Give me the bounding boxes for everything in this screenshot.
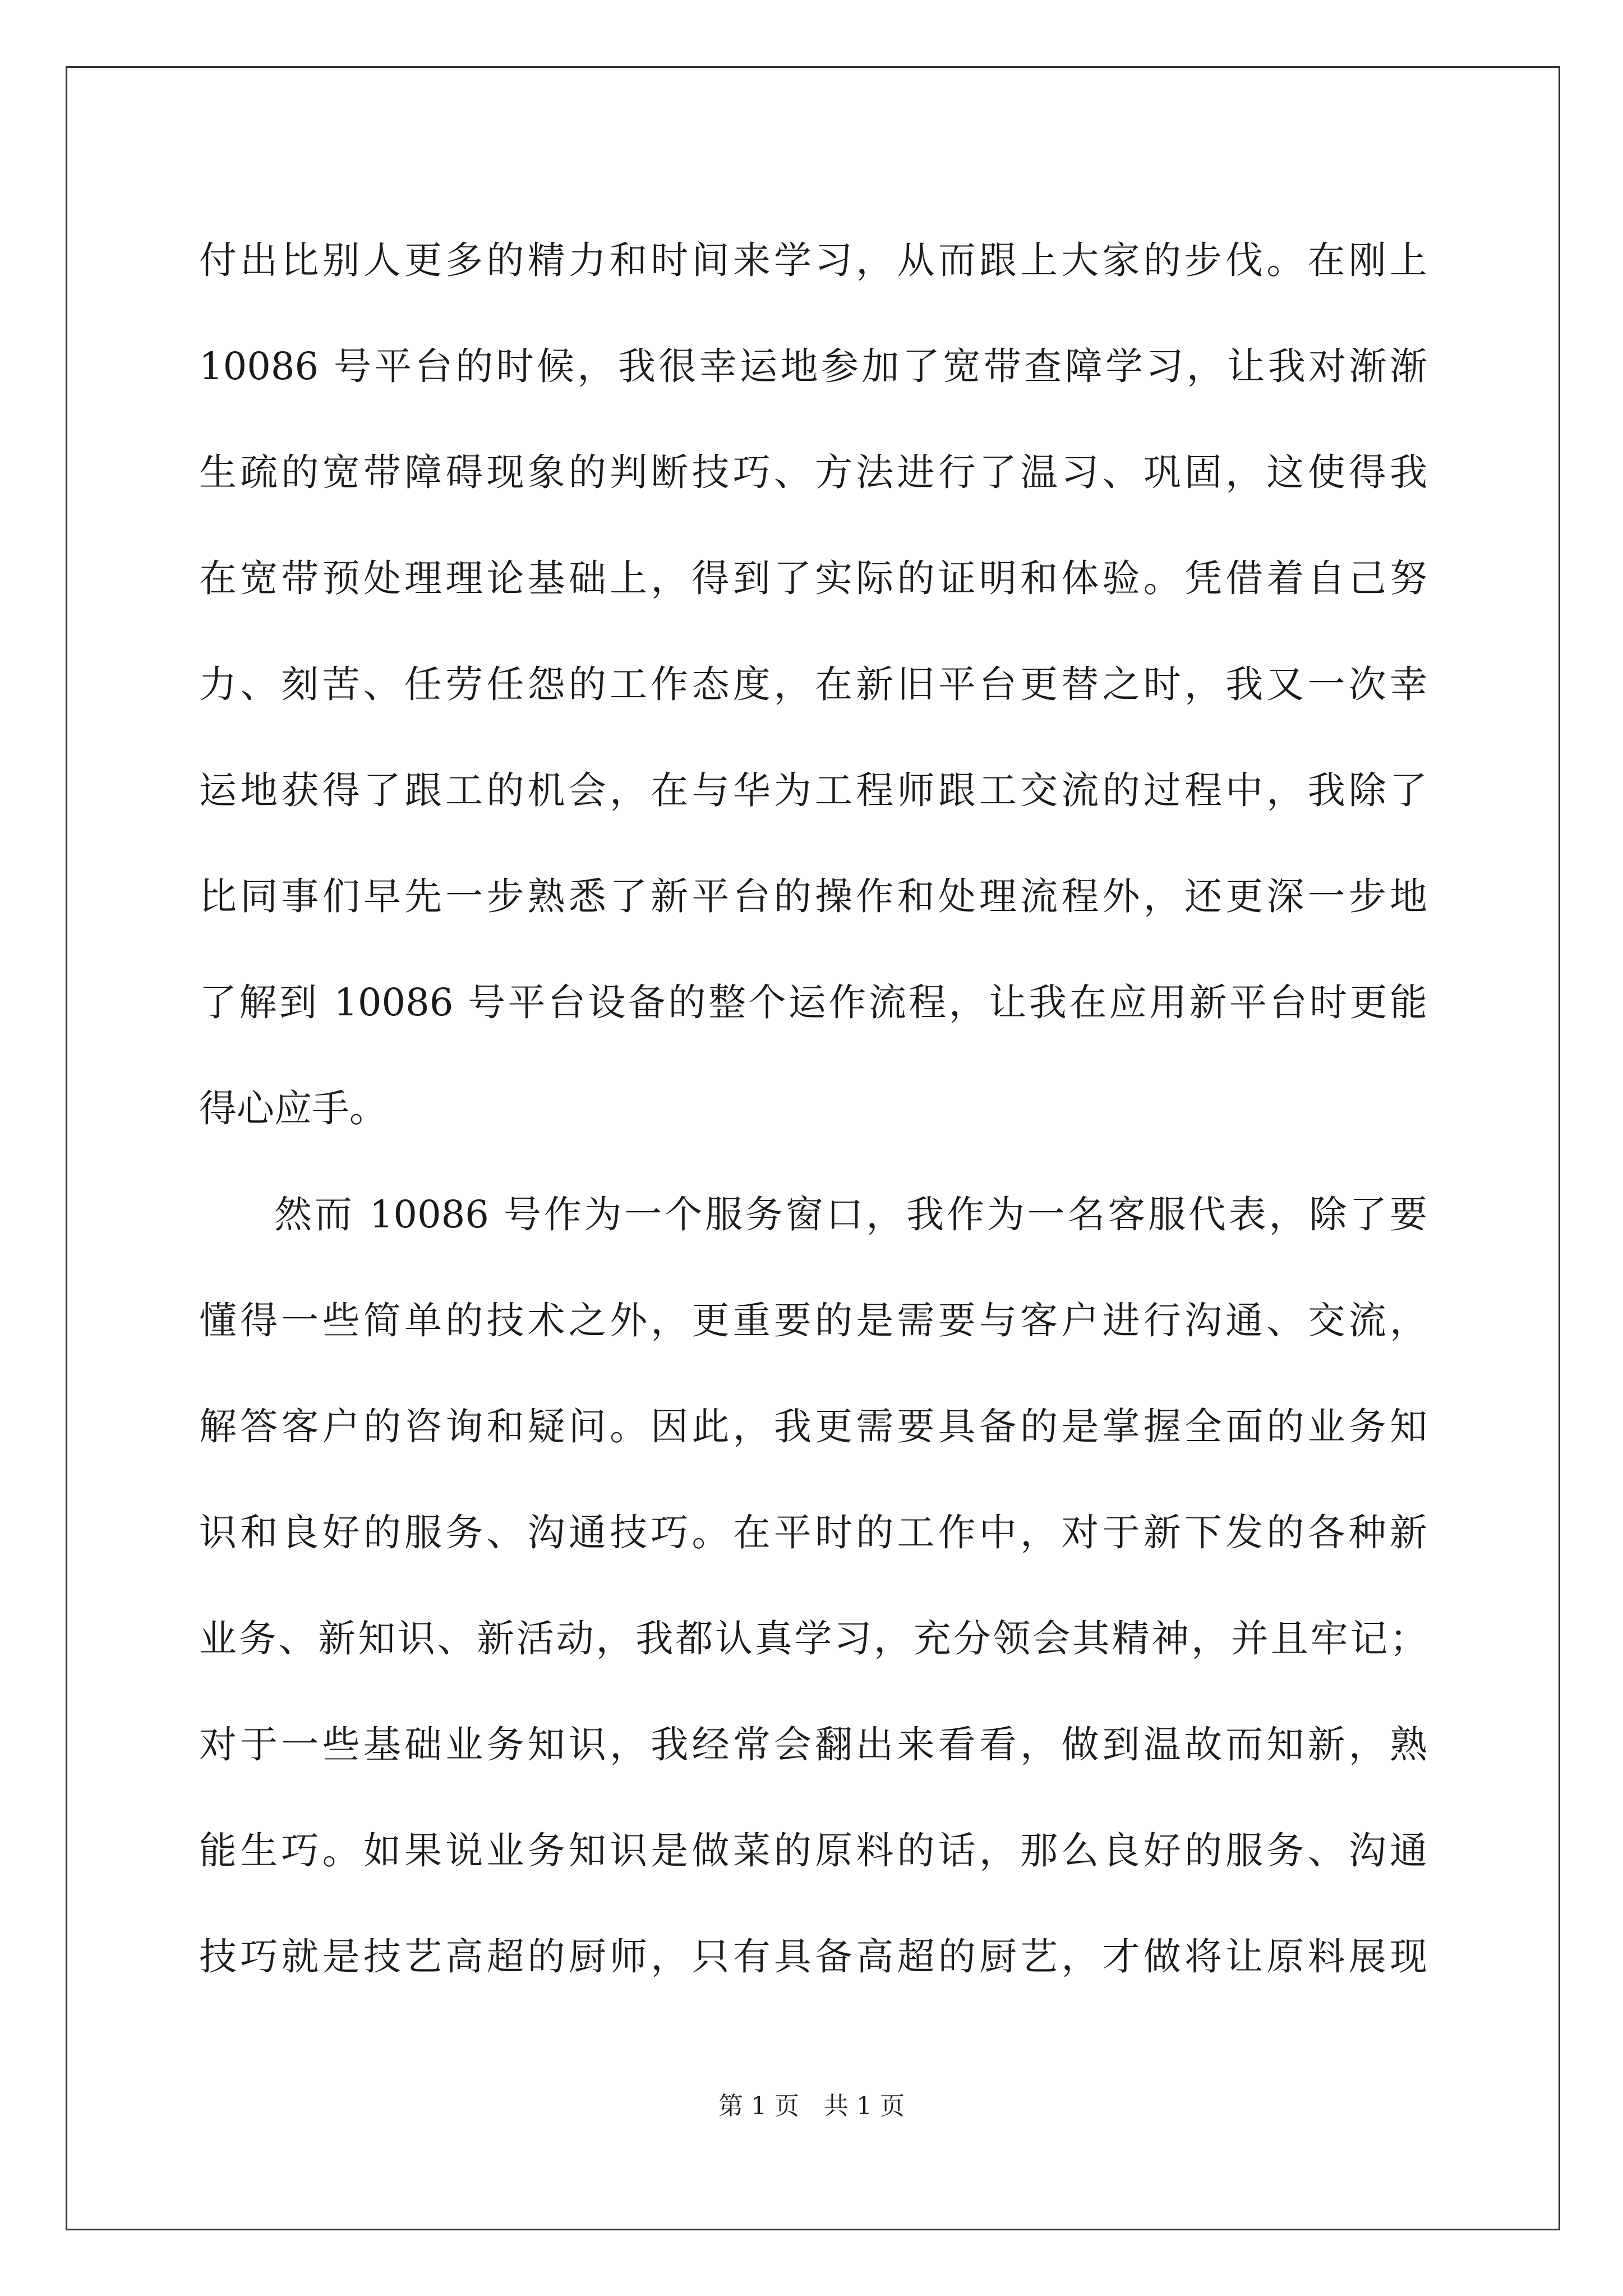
paragraph-2-line-1: 然而 10086 号作为一个服务窗口，我作为一名客服代表，除了要	[274, 1193, 1427, 1236]
paragraph-1-line-1: 付出比别人更多的精力和时间来学习，从而跟上大家的步伐。在刚上	[199, 238, 1427, 282]
paragraph-1-line-3: 生疏的宽带障碍现象的判断技巧、方法进行了温习、巩固，这使得我	[199, 450, 1427, 494]
paragraph-2-line-4: 识和良好的服务、沟通技巧。在平时的工作中，对于新下发的各种新	[199, 1511, 1427, 1554]
paragraph-2-line-6: 对于一些基础业务知识，我经常会翻出来看看，做到温故而知新，熟	[199, 1723, 1427, 1766]
paragraph-2-line-7: 能生巧。如果说业务知识是做菜的原料的话，那么良好的服务、沟通	[199, 1829, 1427, 1872]
paragraph-1-line-8: 了解到 10086 号平台设备的整个运作流程，让我在应用新平台时更能	[199, 981, 1427, 1024]
paragraph-1-line-4: 在宽带预处理理论基础上，得到了实际的证明和体验。凭借着自己努	[199, 556, 1427, 600]
document-body	[199, 208, 1427, 2010]
paragraph-1-line-6: 运地获得了跟工的机会，在与华为工程师跟工交流的过程中，我除了	[199, 769, 1427, 812]
paragraph-1-line-9: 得心应手。	[199, 1087, 387, 1130]
paragraph-2-line-8: 技巧就是技艺高超的厨师，只有具备高超的厨艺，才做将让原料展现	[199, 1935, 1427, 1978]
paragraph-1-line-2: 10086 号平台的时候，我很幸运地参加了宽带查障学习，让我对渐渐	[199, 344, 1427, 388]
paragraph-1-line-7: 比同事们早先一步熟悉了新平台的操作和处理流程外，还更深一步地	[199, 875, 1427, 918]
paragraph-2-line-5: 业务、新知识、新活动，我都认真学习，充分领会其精神，并且牢记；	[199, 1617, 1427, 1660]
paragraph-2-line-3: 解答客户的咨询和疑问。因此，我更需要具备的是掌握全面的业务知	[199, 1405, 1427, 1448]
paragraph-2-line-2: 懂得一些简单的技术之外，更重要的是需要与客户进行沟通、交流，	[199, 1299, 1427, 1342]
paragraph-1-line-5: 力、刻苦、任劳任怨的工作态度，在新旧平台更替之时，我又一次幸	[199, 662, 1427, 706]
page-number-footer: 第 1 页 共 1 页	[718, 2092, 905, 2120]
